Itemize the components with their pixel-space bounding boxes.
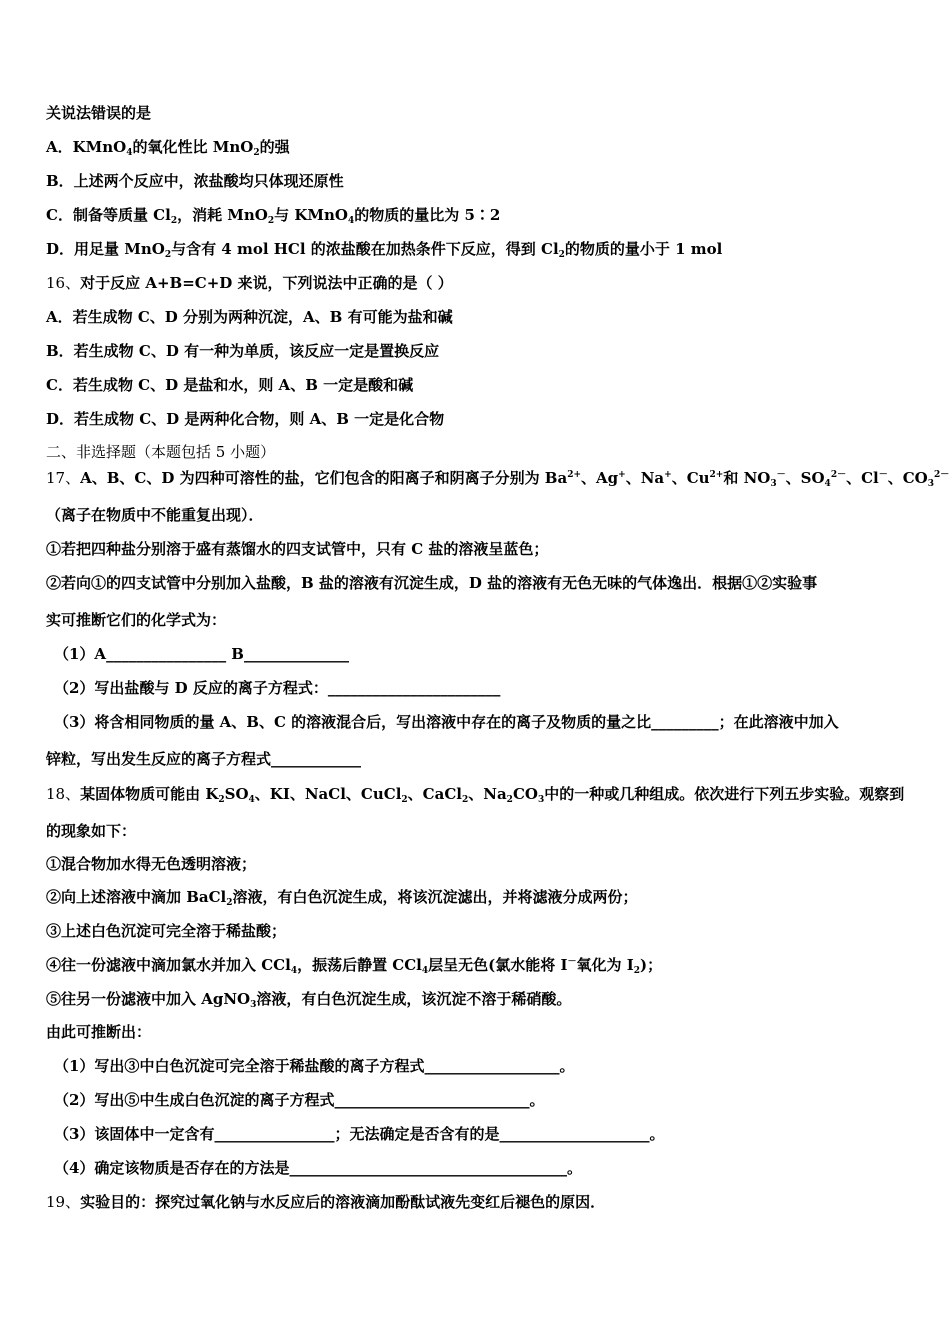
q18-sub-1: （1）写出③中白色沉淀可完全溶于稀盐酸的离子方程式__________________。 (54, 1057, 575, 1075)
q18-step-2: ②向上述溶液中滴加 BaCl$_2$溶液，有白色沉淀生成，将该沉淀滤出，并将滤液分成两份； (46, 888, 638, 908)
q16-stem: 16、对于反应 A+B=C+D 来说，下列说法中正确的是（ ） (46, 274, 453, 292)
q17-sub-1: （1）A________________ B______________ (54, 645, 349, 663)
q17-note: （离子在物质中不能重复出现）． (46, 506, 264, 524)
q16-option-b: B．若生成物 C、D 有一种为单质，该反应一定是置换反应 (46, 342, 440, 360)
q18-stem: 18、某固体物质可能由 $K_2SO_4$、KI、NaCl、CuCl$_2$、CaCl$_2$、$Na_2CO_3$中的一种或几种组成。依次进行下列五步实验。观察到 (46, 785, 905, 805)
q15-option-d: D．用足量 MnO$_2$与含有 4 mol HCl 的浓盐酸在加热条件下反应，得到 $Cl_2$的物质的量小于 1 mol (46, 240, 723, 260)
q17-condition-2-cont: 实可推断它们的化学式为： (46, 611, 227, 629)
q17-sub-3: （3）将含相同物质的量 A、B、C 的溶液混合后，写出溶液中存在的离子及物质的量之比_________；在此溶液中加入 (54, 713, 839, 731)
q16-option-d: D．若生成物 C、D 是两种化合物，则 A、B 一定是化合物 (46, 410, 445, 428)
question-number: 17、 (46, 469, 81, 487)
q18-stem-cont: 的现象如下： (46, 822, 137, 840)
section-heading: 二、非选择题（本题包括 5 小题） (46, 443, 276, 461)
q17-condition-2: ②若向①的四支试管中分别加入盐酸，B 盐的溶液有沉淀生成，D 盐的溶液有无色无味的气体逸出．根据①②实验事 (46, 574, 818, 592)
q15-option-a: A．KMnO$_4$的氧化性比 MnO$_2$的强 (46, 138, 290, 158)
q17-sub-2: （2）写出盐酸与 D 反应的离子方程式：_______________________ (54, 679, 501, 697)
q17-sub-3-cont: 锌粒，写出发生反应的离子方程式____________ (46, 750, 362, 768)
q16-option-c: C．若生成物 C、D 是盐和水，则 A、B 一定是酸和碱 (46, 376, 414, 394)
q18-inference: 由此可推断出： (46, 1023, 152, 1041)
q18-step-5: ⑤往另一份滤液中加入 AgNO$_3$溶液，有白色沉淀生成，该沉淀不溶于稀硝酸。 (46, 990, 572, 1010)
question-number: 18、 (46, 785, 81, 803)
q15-option-b: B．上述两个反应中，浓盐酸均只体现还原性 (46, 172, 344, 190)
q18-step-1: ①混合物加水得无色透明溶液； (46, 855, 257, 873)
q18-sub-3: （3）该固体中一定含有________________；无法确定是否含有的是____________________。 (54, 1125, 665, 1143)
q18-step-4: ④往一份滤液中滴加氯水并加入 CCl$_4$，振荡后静置 CCl$_4$层呈无色(氯水能将 I－氧化为 $I_2$)； (46, 956, 663, 976)
q15-intro: 关说法错误的是 (46, 104, 152, 122)
q19-stem: 19、实验目的：探究过氧化钠与水反应后的溶液滴加酚酞试液先变红后褪色的原因． (46, 1193, 606, 1211)
q18-sub-2: （2）写出⑤中生成白色沉淀的离子方程式__________________________。 (54, 1091, 545, 1109)
question-number: 16、 (46, 274, 81, 292)
q17-stem: 17、A、B、C、D 为四种可溶性的盐，它们包含的阳离子和阴离子分别为 $Ba^{2+}$、Ag+、Na+、$Cu^{2+}$和 $NO_3^-$、$SO_4^{2-}$、Cl－、$CO_3^{2-}$ (46, 469, 950, 489)
q16-option-a: A．若生成物 C、D 分别为两种沉淀，A、B 有可能为盐和碱 (46, 308, 453, 326)
q15-option-c: C．制备等质量 $Cl_2$，消耗 MnO$_2$与 KMnO$_4$的物质的量比为 5∶2 (46, 206, 501, 226)
q17-condition-1: ①若把四种盐分别溶于盛有蒸馏水的四支试管中，只有 C 盐的溶液呈蓝色； (46, 540, 549, 558)
q18-sub-4: （4）确定该物质是否存在的方法是_____________________________________。 (54, 1159, 582, 1177)
question-number: 19、 (46, 1193, 81, 1211)
q18-step-3: ③上述白色沉淀可完全溶于稀盐酸； (46, 922, 287, 940)
